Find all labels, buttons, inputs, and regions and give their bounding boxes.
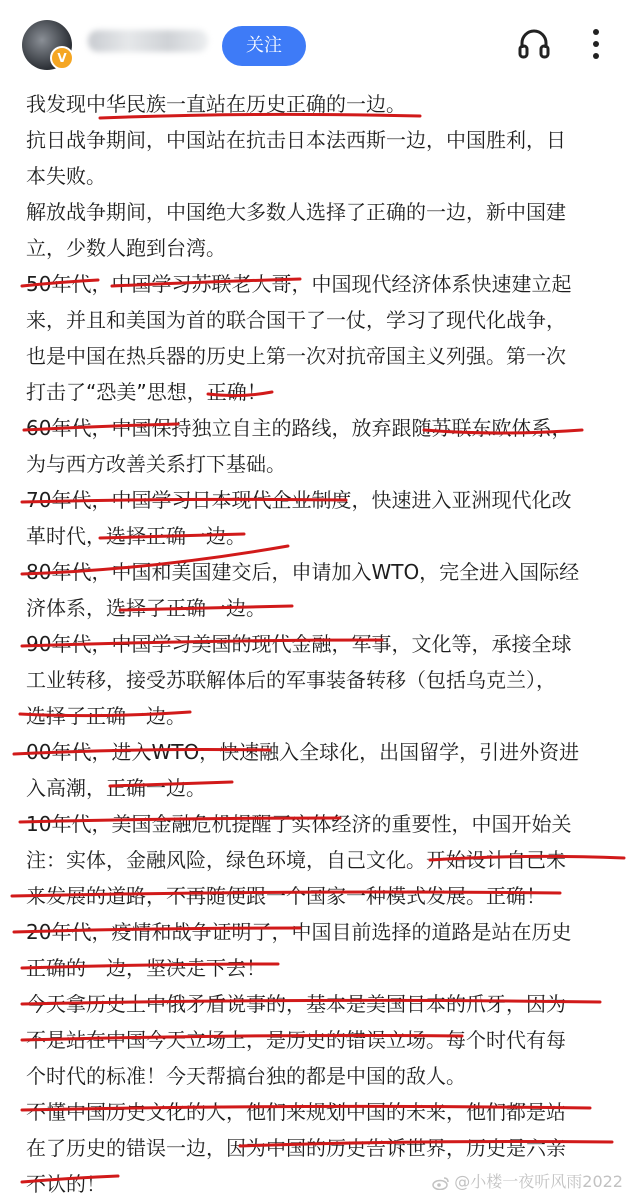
post-line: 打击了“恐美”思想，正确！	[26, 380, 267, 404]
watermark-text: @小楼一夜听风雨2022	[454, 1172, 623, 1191]
post-line: 20年代，疫情和战争证明了，中国目前选择的道路是站在历史	[26, 920, 572, 944]
post-line: 10年代，美国金融危机提醒了实体经济的重要性，中国开始关	[26, 812, 572, 836]
more-vertical-icon[interactable]	[576, 24, 616, 64]
post-line: 80年代，中国和美国建交后，申请加入WTO，完全进入国际经	[26, 560, 580, 584]
post-line: 注：实体，金融风险，绿色环境，自己文化。开始设计自己未	[26, 848, 566, 872]
verified-badge: V	[50, 46, 74, 70]
post-line: 立，少数人跑到台湾。	[26, 236, 226, 260]
post-line: 在了历史的错误一边，因为中国的历史告诉世界，历史是六亲	[26, 1136, 566, 1160]
post-line: 解放战争期间，中国绝大多数人选择了正确的一边，新中国建	[26, 200, 566, 224]
blurred-username[interactable]	[88, 30, 208, 52]
post-line: 90年代，中国学习美国的现代金融，军事，文化等，承接全球	[26, 632, 572, 656]
post-line: 00年代，进入WTO，快速融入全球化，出国留学，引进外资进	[26, 740, 580, 764]
post-line: 入高潮，正确一边。	[26, 776, 206, 800]
post-line: 50年代，中国学习苏联老大哥，中国现代经济体系快速建立起	[26, 272, 572, 296]
post-line: 不认的！	[26, 1172, 106, 1196]
post-line: 60年代，中国保持独立自主的路线，放弃跟随苏联东欧体系，	[26, 416, 572, 440]
post-line: 正确的一边，坚决走下去！	[26, 956, 266, 980]
post-line: 革时代，选择正确一边。	[26, 524, 246, 548]
post-line: 为与西方改善关系打下基础。	[26, 452, 286, 476]
post-line: 也是中国在热兵器的历史上第一次对抗帝国主义列强。第一次	[26, 344, 566, 368]
post-line: 本失败。	[26, 164, 106, 188]
post-line: 选择了正确一边。	[26, 704, 186, 728]
post-line: 来发展的道路，不再随便跟一个国家一种模式发展。正确！	[26, 884, 546, 908]
post-line: 今天拿历史上中俄矛盾说事的，基本是美国日本的爪牙，因为	[26, 992, 566, 1016]
post-line: 我发现中华民族一直站在历史正确的一边。	[26, 92, 406, 116]
post-line: 抗日战争期间，中国站在抗击日本法西斯一边，中国胜利，日	[26, 128, 566, 152]
post-line: 来，并且和美国为首的联合国干了一仗，学习了现代化战争，	[26, 308, 566, 332]
watermark	[432, 1169, 623, 1192]
post-body	[0, 86, 639, 1200]
weibo-logo-icon	[432, 1176, 450, 1190]
post-line: 不懂中国历史文化的人，他们来规划中国的未来，他们都是站	[26, 1100, 566, 1124]
post-line: 济体系，选择了正确一边。	[26, 596, 266, 620]
post-line: 不是站在中国今天立场上，是历史的错误立场。每个时代有每	[26, 1028, 566, 1052]
follow-button[interactable]: 关注	[222, 26, 306, 66]
post-header	[0, 0, 639, 86]
post-line: 个时代的标准！今天帮搞台独的都是中国的敌人。	[26, 1064, 466, 1088]
post-line: 工业转移，接受苏联解体后的军事装备转移（包括乌克兰），	[26, 668, 556, 692]
post-line: 70年代，中国学习日本现代企业制度，快速进入亚洲现代化改	[26, 488, 572, 512]
headphones-icon[interactable]	[514, 24, 554, 64]
